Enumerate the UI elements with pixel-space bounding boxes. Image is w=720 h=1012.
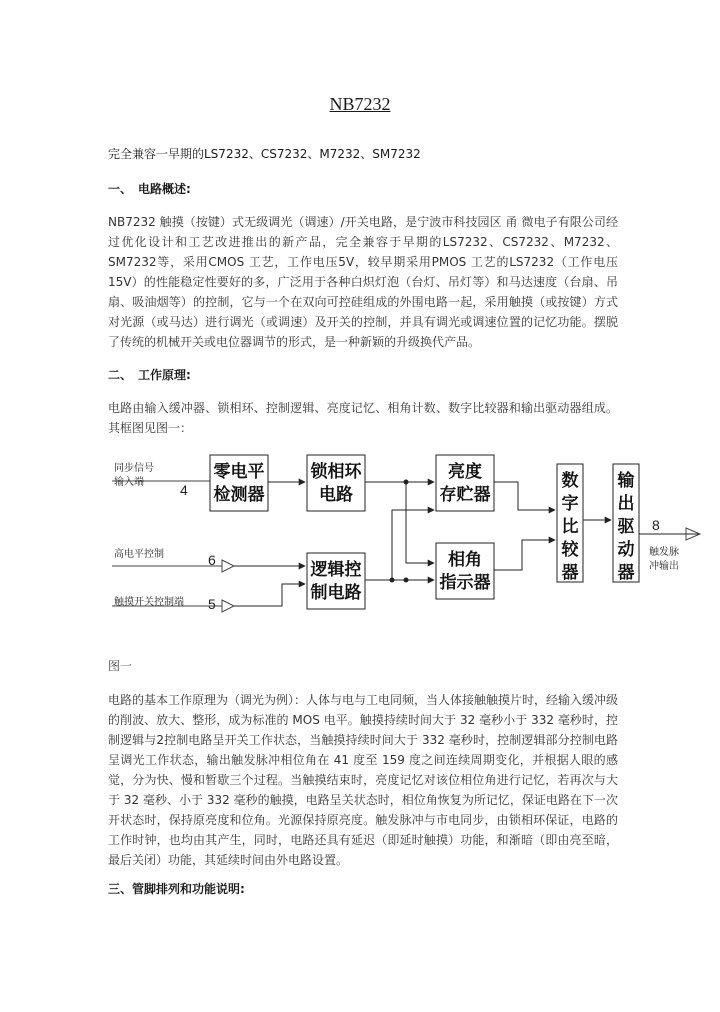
output-label-1: 触发脉 [649,547,679,558]
block-phase-line1: 相角 [448,550,482,570]
pin-6: 6 [208,552,216,568]
input-label-sync-2: 输入端 [114,477,144,488]
junction-pll [404,480,409,485]
input-label-touch: 触摸开关控制端 [114,597,184,608]
junction-logic-2 [404,578,409,583]
section-2-heading: 二、 工作原理: [108,368,191,382]
block-logic-line2: 制电路 [310,583,362,603]
input-label-sync-1: 同步信号 [114,463,154,474]
doc-title: NB7232 [329,94,391,114]
buffer-high [222,560,234,572]
block-driver-c3: 驱 [617,517,635,537]
block-memory-line1: 亮度 [448,462,482,482]
block-driver-c5: 器 [617,563,635,583]
block-memory-line2: 存贮器 [439,485,491,505]
pin-4: 4 [180,482,188,498]
figure-caption: 图一 [108,659,133,673]
output-label-2: 冲输出 [649,561,679,572]
wire-logic-to-memory [392,510,434,580]
block-comparator-c4: 较 [561,540,579,560]
block-logic-line1: 逻辑控 [310,560,362,580]
buffer-touch [222,600,234,612]
block-comparator-c2: 字 [561,494,579,514]
section-2-paragraph-2: 电路的基本工作原理为（调光为例）：人体与电与工电同频，当人体接触触摸片时，经输入缓冲级的削波、放大、整形，成为标准的 MOS 电平。触摸持续时间大于 32 毫秒小于 332 毫秒时，控制逻辑与2控制电路呈开关工作状态，当触摸持续时间大于 332 毫秒时，控制逻辑部分控制电路呈调光工作状态，输出触发脉冲相位角在 41 度至 159 度之间连续周期变化，并根据人眼的感觉，分为快、慢和暂歇三个过程。当触摸结束时，亮度记忆对该位相位角进行记忆，若再次与大于 32 毫秒、小于 332 毫秒的触摸，电路呈关状态时，相位角恢复为所记忆，保证电路在下一次开状态时，保持原亮度和位角。光源保持原亮度。触发脉冲与市电同步，由锁相环保证，电路的工作时钟，也均由其产生，同时，电路还具有延迟（即延时触摸）功能，和渐暗（即由亮至暗，最后关闭）功能，其延续时间由外电路设置。 [108,693,619,867]
block-zero-detect-line2: 检测器 [213,485,265,505]
input-label-high: 高电平控制 [114,549,164,560]
block-comparator-c1: 数 [561,471,579,491]
block-driver-c4: 动 [617,540,635,560]
block-zero-detect-line1: 零电平 [213,462,265,482]
pin-5: 5 [208,596,216,612]
compat-line: 完全兼容一早期的LS7232、CS7232、M7232、SM7232 [108,147,421,161]
wire-pll-to-phase [406,482,434,563]
section-1-heading: 一、 电路概述: [108,182,191,196]
block-comparator-c5: 器 [561,563,579,583]
wire-touch-to-logic [234,584,305,606]
wire-phase-to-comparator [494,540,555,570]
block-phase-line2: 指示器 [439,573,491,593]
block-pll-line2: 电路 [319,485,353,505]
section-1-paragraph: NB7232 触摸（按键）式无级调光（调速）/开关电路，是宁波市科技园区 甬 微电子有限公司经过优化设计和工艺改进推出的新产品，完全兼容于早期的LS7232、CS7232、M7232、SM7232等，采用CMOS 工艺，工作电压5V，较早期采用PMOS 工艺的LS7232（工作电压15V）的性能稳定性要好的多，广泛用于各种白炽灯泡（台灯、吊灯等）和马达速度（台扇、吊扇、吸油烟等）的控制，它与一个在双向可控硅组成的外围电路一起，采用触摸（或按键）方式对光源（或马达）进行调光（或调速）及开关的控制，并具有调光或调速位置的记忆功能。摆脱了传统的机械开关或电位器调节的形式，是一种新颖的升级换代产品。 [108,215,618,349]
section-3-heading: 三、管脚排列和功能说明: [108,882,245,896]
wire-memory-to-comparator [494,482,555,510]
block-driver-c1: 输 [617,471,635,491]
block-comparator-c3: 比 [561,517,579,537]
section-2-paragraph: 电路由输入缓冲器、锁相环、控制逻辑、亮度记忆、相角计数、数字比较器和输出驱动器组成。其框图见图一： [108,401,618,435]
block-pll-line1: 锁相环 [310,462,362,482]
junction-logic [390,578,395,583]
block-driver-c2: 出 [617,494,635,514]
pin-8: 8 [652,517,660,533]
